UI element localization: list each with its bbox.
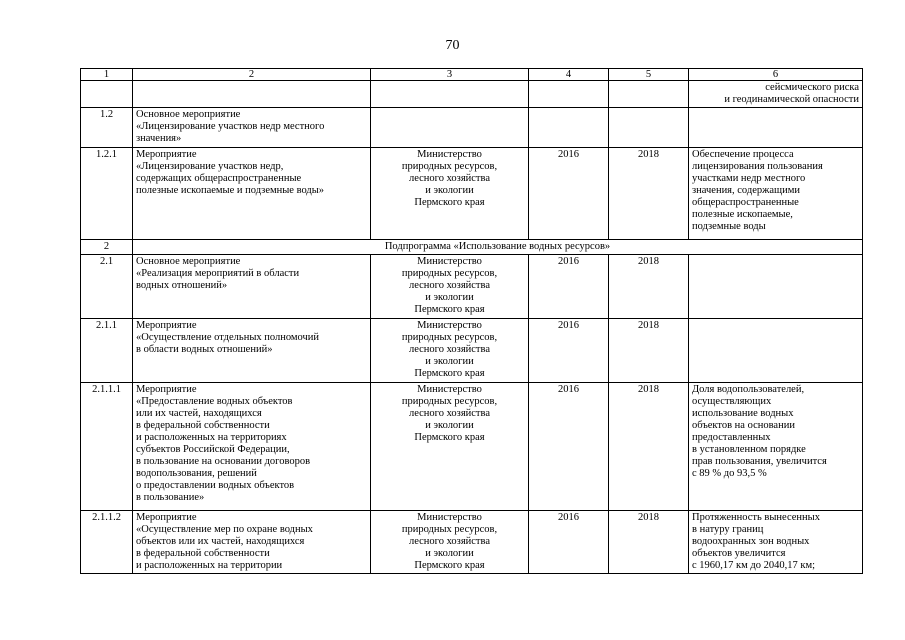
page-number: 70	[445, 38, 460, 53]
table-row	[81, 255, 863, 319]
cell-end-year: 2018	[609, 511, 689, 574]
cell-activity: Основное мероприятие «Лицензирование участков недр местного значения»	[133, 108, 371, 148]
cell-number: 2	[81, 240, 133, 255]
column-number-3: 3	[371, 69, 529, 81]
continuation-row	[81, 81, 863, 108]
cell-result	[689, 319, 863, 383]
cell-start-year	[529, 108, 609, 148]
cell-end-year	[609, 81, 689, 108]
cell-executor: Министерство природных ресурсов, лесного хозяйства и экологии Пермского края	[371, 319, 529, 383]
cell-number: 2.1	[81, 255, 133, 319]
cell-executor	[371, 81, 529, 108]
cell-start-year: 2016	[529, 383, 609, 511]
table-row	[81, 108, 863, 148]
column-number-2: 2	[133, 69, 371, 81]
cell-start-year: 2016	[529, 148, 609, 240]
table-row	[81, 511, 863, 574]
table-row	[81, 383, 863, 511]
cell-activity: Мероприятие «Осуществление мер по охране водных объектов или их частей, находящихся в федеральной собственности и расположенных на территории	[133, 511, 371, 574]
cell-end-year: 2018	[609, 383, 689, 511]
cell-executor: Министерство природных ресурсов, лесного хозяйства и экологии Пермского края	[371, 148, 529, 240]
cell-executor: Министерство природных ресурсов, лесного хозяйства и экологии Пермского края	[371, 511, 529, 574]
cell-end-year	[609, 108, 689, 148]
cell-activity: Мероприятие «Предоставление водных объектов или их частей, находящихся в федеральной собственности и расположенных на территориях субъектов Российской Федерации, в пользование на основании договоров водопользования, решений о предоставлении водных объектов в пользование»	[133, 383, 371, 511]
column-number-1: 1	[81, 69, 133, 81]
cell-number: 2.1.1	[81, 319, 133, 383]
cell-start-year: 2016	[529, 319, 609, 383]
table-row	[81, 148, 863, 240]
cell-number: 1.2	[81, 108, 133, 148]
cell-number	[81, 81, 133, 108]
cell-result	[689, 255, 863, 319]
cell-result: Обеспечение процесса лицензирования пользования участками недр местного значения, содержащими общераспространенные полезные ископаемые, подземные воды	[689, 148, 863, 240]
cell-executor: Министерство природных ресурсов, лесного хозяйства и экологии Пермского края	[371, 255, 529, 319]
cell-end-year: 2018	[609, 255, 689, 319]
cell-number: 2.1.1.2	[81, 511, 133, 574]
subprogram-title: Подпрограмма «Использование водных ресурсов»	[133, 240, 863, 255]
cell-executor: Министерство природных ресурсов, лесного хозяйства и экологии Пермского края	[371, 383, 529, 511]
cell-number: 1.2.1	[81, 148, 133, 240]
cell-activity: Основное мероприятие «Реализация мероприятий в области водных отношений»	[133, 255, 371, 319]
subprogram-row	[81, 240, 863, 255]
cell-end-year: 2018	[609, 319, 689, 383]
cell-result: сейсмического риска и геодинамической опасности	[689, 81, 863, 108]
cell-number: 2.1.1.1	[81, 383, 133, 511]
cell-result	[689, 108, 863, 148]
cell-start-year: 2016	[529, 511, 609, 574]
cell-start-year	[529, 81, 609, 108]
column-number-5: 5	[609, 69, 689, 81]
cell-result: Доля водопользователей, осуществляющих использование водных объектов на основании предоставленных в установленном порядке прав пользования, увеличится с 89 % до 93,5 %	[689, 383, 863, 511]
cell-executor	[371, 108, 529, 148]
column-number-4: 4	[529, 69, 609, 81]
cell-start-year: 2016	[529, 255, 609, 319]
table-row	[81, 319, 863, 383]
table-header-row	[81, 69, 863, 81]
column-number-6: 6	[689, 69, 863, 81]
cell-activity: Мероприятие «Лицензирование участков недр, содержащих общераспространенные полезные ископаемые и подземные воды»	[133, 148, 371, 240]
cell-result: Протяженность вынесенных в натуру границ водоохранных зон водных объектов увеличится с 1960,17 км до 2040,17 км;	[689, 511, 863, 574]
cell-end-year: 2018	[609, 148, 689, 240]
cell-activity	[133, 81, 371, 108]
program-table	[80, 68, 863, 574]
cell-activity: Мероприятие «Осуществление отдельных полномочий в области водных отношений»	[133, 319, 371, 383]
